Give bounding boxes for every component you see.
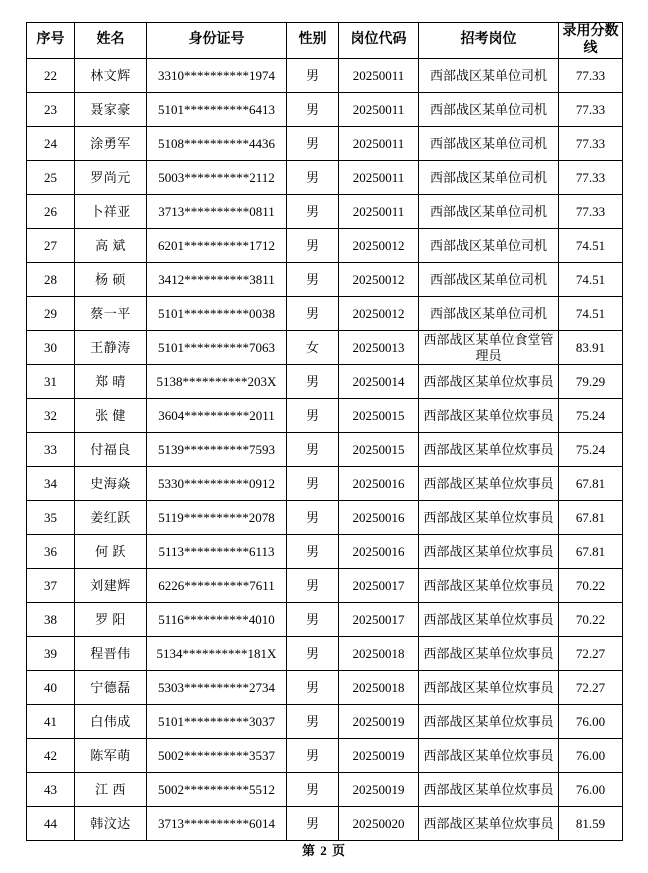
cell-index: 32 — [27, 399, 75, 433]
cell-id-number: 3604**********2011 — [147, 399, 287, 433]
cell-gender: 男 — [287, 671, 339, 705]
column-header-name: 姓名 — [75, 23, 147, 59]
cell-index: 33 — [27, 433, 75, 467]
cell-post-code: 20250011 — [339, 59, 419, 93]
cell-gender: 男 — [287, 229, 339, 263]
cell-post: 西部战区某单位炊事员 — [419, 671, 559, 705]
cell-index: 26 — [27, 195, 75, 229]
cell-post: 西部战区某单位司机 — [419, 59, 559, 93]
column-header-gender: 性别 — [287, 23, 339, 59]
cell-index: 36 — [27, 535, 75, 569]
table-row — [27, 297, 623, 331]
cell-score: 76.00 — [559, 773, 623, 807]
cell-post-code: 20250019 — [339, 705, 419, 739]
cell-post: 西部战区某单位炊事员 — [419, 501, 559, 535]
cell-gender: 男 — [287, 773, 339, 807]
cell-name: 江 西 — [75, 773, 147, 807]
cell-score: 67.81 — [559, 535, 623, 569]
table-row — [27, 93, 623, 127]
cell-index: 40 — [27, 671, 75, 705]
cell-name: 韩汶达 — [75, 807, 147, 841]
cell-post: 西部战区某单位炊事员 — [419, 773, 559, 807]
cell-id-number: 5113**********6113 — [147, 535, 287, 569]
cell-post-code: 20250020 — [339, 807, 419, 841]
cell-index: 37 — [27, 569, 75, 603]
table-row — [27, 637, 623, 671]
page-number-footer: 第 2 页 — [301, 843, 346, 858]
cell-name: 白伟成 — [75, 705, 147, 739]
cell-post-code: 20250015 — [339, 433, 419, 467]
cell-name: 张 健 — [75, 399, 147, 433]
cell-post: 西部战区某单位炊事员 — [419, 807, 559, 841]
cell-post-code: 20250012 — [339, 229, 419, 263]
cell-post-code: 20250018 — [339, 671, 419, 705]
cell-id-number: 3713**********0811 — [147, 195, 287, 229]
cell-gender: 男 — [287, 807, 339, 841]
cell-name: 蔡一平 — [75, 297, 147, 331]
cell-id-number: 5139**********7593 — [147, 433, 287, 467]
cell-post: 西部战区某单位司机 — [419, 93, 559, 127]
cell-score: 72.27 — [559, 671, 623, 705]
cell-index: 41 — [27, 705, 75, 739]
cell-id-number: 5003**********2112 — [147, 161, 287, 195]
cell-gender: 男 — [287, 603, 339, 637]
cell-post: 西部战区某单位炊事员 — [419, 705, 559, 739]
cell-post: 西部战区某单位炊事员 — [419, 739, 559, 773]
cell-post-code: 20250016 — [339, 535, 419, 569]
cell-post-code: 20250018 — [339, 637, 419, 671]
cell-index: 28 — [27, 263, 75, 297]
cell-post: 西部战区某单位炊事员 — [419, 603, 559, 637]
cell-gender: 男 — [287, 297, 339, 331]
cell-id-number: 5303**********2734 — [147, 671, 287, 705]
cell-name: 罗 阳 — [75, 603, 147, 637]
table-row — [27, 807, 623, 841]
cell-gender: 男 — [287, 705, 339, 739]
cell-score: 77.33 — [559, 59, 623, 93]
cell-name: 郑 晴 — [75, 365, 147, 399]
cell-index: 35 — [27, 501, 75, 535]
cell-post-code: 20250015 — [339, 399, 419, 433]
cell-name: 杨 硕 — [75, 263, 147, 297]
cell-index: 30 — [27, 331, 75, 365]
cell-name: 陈军萌 — [75, 739, 147, 773]
table-row — [27, 535, 623, 569]
cell-post: 西部战区某单位炊事员 — [419, 535, 559, 569]
cell-score: 75.24 — [559, 433, 623, 467]
cell-index: 29 — [27, 297, 75, 331]
cell-id-number: 6226**********7611 — [147, 569, 287, 603]
cell-post-code: 20250011 — [339, 195, 419, 229]
cell-score: 77.33 — [559, 93, 623, 127]
table-row — [27, 229, 623, 263]
cell-post-code: 20250017 — [339, 569, 419, 603]
table-row — [27, 773, 623, 807]
cell-score: 75.24 — [559, 399, 623, 433]
cell-score: 74.51 — [559, 263, 623, 297]
recruitment-results-table — [26, 22, 623, 841]
table-row — [27, 467, 623, 501]
cell-gender: 男 — [287, 569, 339, 603]
cell-gender: 男 — [287, 433, 339, 467]
cell-gender: 男 — [287, 637, 339, 671]
column-header-index: 序号 — [27, 23, 75, 59]
cell-id-number: 3713**********6014 — [147, 807, 287, 841]
column-header-id-number: 身份证号 — [147, 23, 287, 59]
cell-post-code: 20250014 — [339, 365, 419, 399]
cell-index: 43 — [27, 773, 75, 807]
cell-post: 西部战区某单位司机 — [419, 297, 559, 331]
cell-id-number: 3412**********3811 — [147, 263, 287, 297]
cell-score: 67.81 — [559, 501, 623, 535]
cell-post-code: 20250016 — [339, 467, 419, 501]
table-row — [27, 671, 623, 705]
table-header-row — [27, 23, 623, 59]
cell-name: 何 跃 — [75, 535, 147, 569]
cell-score: 67.81 — [559, 467, 623, 501]
cell-post-code: 20250012 — [339, 297, 419, 331]
cell-gender: 男 — [287, 399, 339, 433]
cell-score: 77.33 — [559, 195, 623, 229]
table-row — [27, 59, 623, 93]
cell-post: 西部战区某单位炊事员 — [419, 365, 559, 399]
cell-score: 74.51 — [559, 229, 623, 263]
cell-index: 23 — [27, 93, 75, 127]
cell-id-number: 5101**********6413 — [147, 93, 287, 127]
cell-gender: 女 — [287, 331, 339, 365]
cell-name: 卜祥亚 — [75, 195, 147, 229]
cell-post: 西部战区某单位炊事员 — [419, 433, 559, 467]
table-row — [27, 399, 623, 433]
cell-score: 72.27 — [559, 637, 623, 671]
cell-id-number: 5330**********0912 — [147, 467, 287, 501]
cell-index: 24 — [27, 127, 75, 161]
cell-index: 31 — [27, 365, 75, 399]
cell-gender: 男 — [287, 263, 339, 297]
cell-post-code: 20250011 — [339, 161, 419, 195]
cell-index: 22 — [27, 59, 75, 93]
cell-name: 高 斌 — [75, 229, 147, 263]
cell-post: 西部战区某单位司机 — [419, 127, 559, 161]
table-row — [27, 705, 623, 739]
table-row — [27, 501, 623, 535]
cell-id-number: 5002**********3537 — [147, 739, 287, 773]
cell-index: 27 — [27, 229, 75, 263]
cell-post: 西部战区某单位司机 — [419, 195, 559, 229]
table-row — [27, 195, 623, 229]
cell-post: 西部战区某单位司机 — [419, 229, 559, 263]
column-header-post: 招考岗位 — [419, 23, 559, 59]
cell-score: 76.00 — [559, 739, 623, 773]
cell-gender: 男 — [287, 195, 339, 229]
cell-name: 林文辉 — [75, 59, 147, 93]
cell-id-number: 5101**********0038 — [147, 297, 287, 331]
table-row — [27, 161, 623, 195]
cell-post-code: 20250016 — [339, 501, 419, 535]
cell-post-code: 20250012 — [339, 263, 419, 297]
cell-post-code: 20250019 — [339, 739, 419, 773]
cell-post: 西部战区某单位司机 — [419, 263, 559, 297]
table-row — [27, 263, 623, 297]
cell-gender: 男 — [287, 59, 339, 93]
cell-post-code: 20250013 — [339, 331, 419, 365]
cell-index: 42 — [27, 739, 75, 773]
cell-post: 西部战区某单位炊事员 — [419, 569, 559, 603]
cell-index: 25 — [27, 161, 75, 195]
cell-post-code: 20250011 — [339, 127, 419, 161]
cell-score: 79.29 — [559, 365, 623, 399]
cell-id-number: 5116**********4010 — [147, 603, 287, 637]
cell-name: 宁德磊 — [75, 671, 147, 705]
cell-name: 姜红跃 — [75, 501, 147, 535]
cell-score: 70.22 — [559, 569, 623, 603]
cell-id-number: 5101**********7063 — [147, 331, 287, 365]
cell-gender: 男 — [287, 93, 339, 127]
cell-name: 程晋伟 — [75, 637, 147, 671]
cell-score: 77.33 — [559, 127, 623, 161]
cell-name: 王静涛 — [75, 331, 147, 365]
cell-id-number: 6201**********1712 — [147, 229, 287, 263]
cell-score: 81.59 — [559, 807, 623, 841]
cell-post: 西部战区某单位炊事员 — [419, 399, 559, 433]
cell-name: 史海焱 — [75, 467, 147, 501]
cell-id-number: 5119**********2078 — [147, 501, 287, 535]
table-row — [27, 603, 623, 637]
cell-id-number: 5138**********203X — [147, 365, 287, 399]
cell-name: 聂家豪 — [75, 93, 147, 127]
cell-post: 西部战区某单位司机 — [419, 161, 559, 195]
cell-index: 34 — [27, 467, 75, 501]
cell-name: 刘建辉 — [75, 569, 147, 603]
cell-post: 西部战区某单位炊事员 — [419, 467, 559, 501]
cell-gender: 男 — [287, 535, 339, 569]
column-header-score-line: 录用分数线 — [559, 23, 623, 59]
cell-gender: 男 — [287, 739, 339, 773]
table-row — [27, 127, 623, 161]
cell-gender: 男 — [287, 127, 339, 161]
cell-id-number: 5101**********3037 — [147, 705, 287, 739]
cell-id-number: 3310**********1974 — [147, 59, 287, 93]
cell-post: 西部战区某单位食堂管理员 — [419, 331, 559, 365]
cell-id-number: 5002**********5512 — [147, 773, 287, 807]
cell-id-number: 5108**********4436 — [147, 127, 287, 161]
cell-index: 38 — [27, 603, 75, 637]
cell-score: 70.22 — [559, 603, 623, 637]
table-row — [27, 433, 623, 467]
cell-gender: 男 — [287, 161, 339, 195]
cell-name: 付福良 — [75, 433, 147, 467]
cell-id-number: 5134**********181X — [147, 637, 287, 671]
table-row — [27, 365, 623, 399]
cell-score: 74.51 — [559, 297, 623, 331]
cell-score: 77.33 — [559, 161, 623, 195]
cell-score: 83.91 — [559, 331, 623, 365]
cell-post-code: 20250017 — [339, 603, 419, 637]
cell-post-code: 20250011 — [339, 93, 419, 127]
cell-post-code: 20250019 — [339, 773, 419, 807]
cell-name: 涂勇军 — [75, 127, 147, 161]
table-row — [27, 331, 623, 365]
cell-gender: 男 — [287, 467, 339, 501]
table-row — [27, 569, 623, 603]
cell-gender: 男 — [287, 501, 339, 535]
cell-name: 罗尚元 — [75, 161, 147, 195]
table-row — [27, 739, 623, 773]
cell-gender: 男 — [287, 365, 339, 399]
cell-post: 西部战区某单位炊事员 — [419, 637, 559, 671]
cell-index: 44 — [27, 807, 75, 841]
cell-score: 76.00 — [559, 705, 623, 739]
column-header-post-code: 岗位代码 — [339, 23, 419, 59]
cell-index: 39 — [27, 637, 75, 671]
table-body — [27, 59, 623, 841]
